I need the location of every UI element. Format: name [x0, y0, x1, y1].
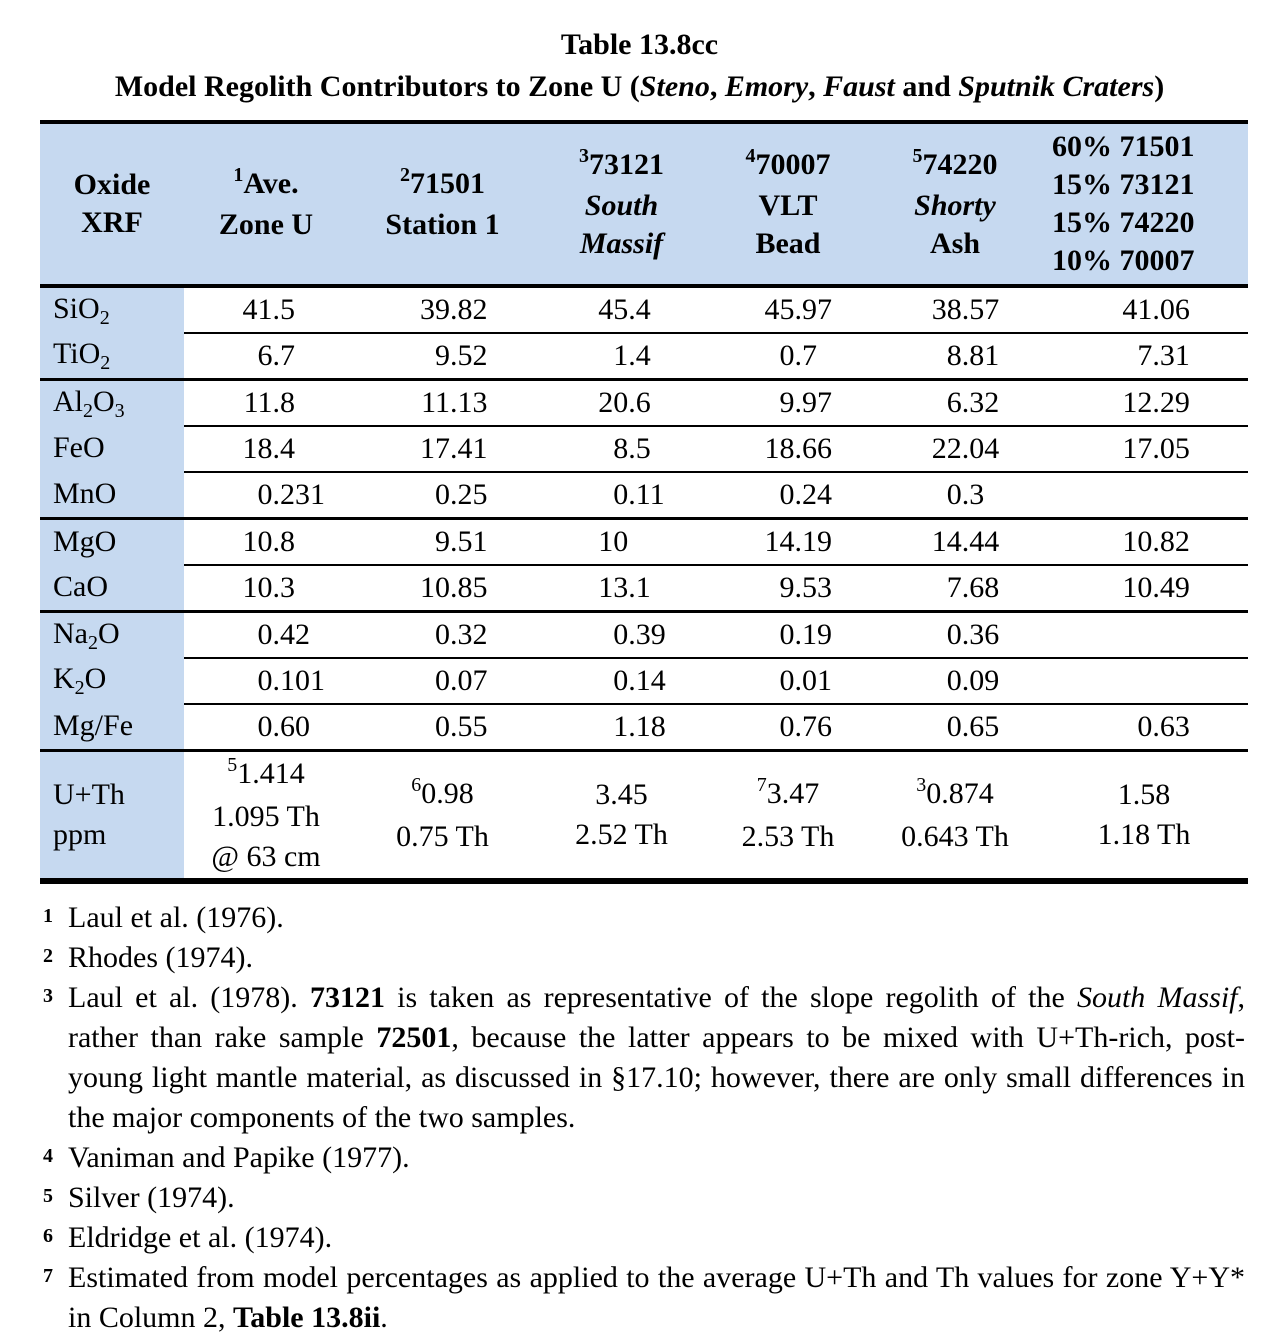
value-cell [537, 703, 706, 749]
value-cell [870, 613, 1040, 657]
value-frac: .19 [794, 618, 833, 651]
value-int: 0 [435, 664, 451, 697]
value-cell [348, 657, 537, 703]
value-line: 2.52 Th [575, 818, 668, 851]
value-cell [348, 613, 537, 657]
value-cell [870, 564, 1040, 610]
value-line: @ 63 cm [211, 839, 321, 873]
header-cell-ave-zone-u [184, 161, 348, 248]
value-cell [348, 381, 537, 425]
value-frac: .07 [450, 664, 488, 697]
value-int: 11 [243, 386, 273, 419]
oxide-label-cell [40, 381, 184, 425]
footnote-text: Laul et al. (1976). [68, 901, 284, 934]
value-frac: .06 [1152, 293, 1190, 326]
value-cell [348, 703, 537, 749]
value-cell [537, 288, 706, 332]
value-cell [870, 703, 1040, 749]
value-frac: .36 [961, 618, 1000, 651]
value-frac: .82 [1152, 525, 1190, 558]
row-group [40, 517, 1248, 610]
value-int: 0 [779, 664, 795, 697]
table-row [40, 520, 1248, 564]
value-cell [870, 288, 1040, 332]
header-line: Zone U [218, 207, 314, 241]
oxide-label-cell [40, 752, 184, 878]
value-frac: .8 [272, 525, 296, 558]
value-cell-multiline [348, 752, 537, 878]
value-frac: .44 [961, 525, 1000, 558]
table-title-number: Table 13.8cc [560, 28, 719, 61]
value-cell [184, 657, 348, 703]
value-int: 10 [598, 525, 629, 558]
oxide-label-cell [40, 703, 184, 749]
table-row [40, 332, 1248, 378]
value-frac: .32 [961, 386, 1000, 419]
value-frac: .76 [794, 710, 833, 743]
value-int: 0 [779, 478, 795, 511]
oxide-label-cell [40, 471, 184, 517]
value-cell [537, 332, 706, 378]
value-cell-multiline [870, 752, 1040, 878]
value-int: 38 [931, 293, 962, 326]
value-cell [1040, 703, 1248, 749]
footnote-marker: 7 [43, 1265, 53, 1287]
value-frac: .6 [628, 386, 651, 419]
value-int: 13 [598, 571, 629, 604]
value-int: 10 [242, 571, 273, 604]
value-frac: .101 [272, 664, 326, 697]
value-frac: .4 [628, 293, 651, 326]
header-cell-71501-station-1 [348, 161, 537, 248]
value-cell [184, 288, 348, 332]
value-frac: .53 [794, 571, 833, 604]
value-cell-multiline [1040, 752, 1248, 878]
value-int: 0 [946, 478, 962, 511]
value-frac: .4 [272, 432, 296, 465]
value-frac: .49 [1152, 571, 1190, 604]
header-line: Ash [929, 226, 981, 260]
footnote-2 [40, 938, 1245, 978]
header-line: $^2$71501 [400, 163, 485, 200]
value-line: $^5$1.414 [227, 753, 305, 790]
value-frac: .8 [272, 386, 296, 419]
header-cell-70007-vlt-bead [706, 142, 870, 267]
value-cell [706, 471, 870, 517]
header-cell-74220-shorty-ash [870, 142, 1040, 267]
value-int: 6 [946, 386, 962, 419]
value-frac: .57 [961, 293, 1000, 326]
value-frac: .68 [961, 571, 1000, 604]
footnote-marker: 6 [43, 1225, 53, 1247]
oxide-line: Mg/Fe [53, 709, 134, 742]
value-cell [1040, 520, 1248, 564]
footnote-marker: 2 [43, 945, 53, 967]
header-line: VLT [758, 188, 818, 222]
header-line: 15% 73121 [1052, 168, 1195, 201]
header-line: 10% 70007 [1052, 244, 1195, 277]
value-cell [348, 288, 537, 332]
value-cell [184, 381, 348, 425]
value-int: 6 [257, 339, 273, 372]
value-int: 0 [946, 664, 962, 697]
value-frac: .7 [794, 339, 818, 372]
header-line: $^4$70007 [745, 144, 831, 181]
oxide-line: MnO [53, 477, 117, 510]
value-int: 0 [613, 664, 629, 697]
value-int: 1 [613, 339, 629, 372]
value-line: 2.53 Th [741, 819, 835, 853]
header-cell-oxide-xrf [40, 162, 184, 246]
value-line: 3.45 [595, 778, 648, 811]
value-cell [870, 520, 1040, 564]
value-frac: .97 [794, 293, 833, 326]
footnote-marker: 1 [43, 905, 53, 927]
value-cell [870, 381, 1040, 425]
value-frac: .85 [450, 571, 488, 604]
value-cell [706, 425, 870, 471]
table-row [40, 703, 1248, 749]
value-cell [348, 520, 537, 564]
value-int: 41 [242, 293, 273, 326]
value-frac: .32 [450, 618, 488, 651]
value-int: 0 [257, 664, 273, 697]
value-cell [870, 471, 1040, 517]
value-frac: .42 [272, 618, 311, 651]
oxide-label-cell [40, 613, 184, 657]
value-int: 0 [779, 710, 795, 743]
value-frac: .97 [794, 386, 833, 419]
value-cell [706, 288, 870, 332]
value-frac: .24 [794, 478, 833, 511]
value-frac: .3 [961, 478, 985, 511]
table-row [40, 752, 1248, 878]
header-line: Bead [755, 226, 821, 260]
value-cell [1040, 381, 1248, 425]
value-frac: .11 [628, 478, 665, 511]
footnote-text: Silver (1974). [68, 1181, 235, 1214]
value-cell [706, 564, 870, 610]
value-cell [870, 332, 1040, 378]
footnotes-list [40, 898, 1245, 1338]
footnote-marker: 5 [43, 1185, 53, 1207]
value-int: 7 [1137, 339, 1153, 372]
header-line: $^1$Ave. [233, 163, 299, 200]
footnote-text: Laul et al. (1978). 73121 is taken as representative of the slope regolith of the South Massif, rather than rake sample 72501, because the latter appears to be mixed with U+Th-rich, post-young light mantle material, as discussed in §17.10; however, there are only small differences in the major components of the two samples. [68, 981, 1245, 1134]
header-cell-73121-south-massif [537, 142, 706, 267]
value-int: 8 [613, 432, 629, 465]
oxide-line: $Na_2O$ [53, 616, 120, 654]
value-int: 39 [420, 293, 451, 326]
value-line: 1.095 Th [212, 799, 320, 833]
value-frac: .29 [1152, 386, 1190, 419]
value-int: 0 [613, 618, 629, 651]
value-cell [537, 613, 706, 657]
value-int: 1 [613, 710, 629, 743]
table-row [40, 657, 1248, 703]
value-int: 18 [764, 432, 795, 465]
value-cell [1040, 657, 1248, 703]
value-int: 10 [420, 571, 451, 604]
value-frac: .7 [272, 339, 296, 372]
value-int: 22 [931, 432, 962, 465]
value-cell [537, 564, 706, 610]
value-int: 0 [779, 618, 795, 651]
value-int: 0 [435, 618, 451, 651]
value-frac: .63 [1152, 710, 1190, 743]
value-cell [537, 657, 706, 703]
value-frac: .55 [450, 710, 488, 743]
value-frac: .3 [272, 571, 296, 604]
oxide-line: MgO [53, 525, 117, 558]
value-int: 9 [779, 571, 795, 604]
value-cell [1040, 613, 1248, 657]
value-cell [348, 564, 537, 610]
value-cell [706, 520, 870, 564]
header-line: $^5$74220 [912, 144, 998, 181]
value-int: 0 [779, 339, 795, 372]
value-int: 0 [435, 710, 451, 743]
value-int: 0 [613, 478, 629, 511]
oxide-label-cell [40, 520, 184, 564]
value-int: 0 [946, 618, 962, 651]
value-cell [537, 425, 706, 471]
value-cell [706, 332, 870, 378]
value-cell-multiline [706, 752, 870, 878]
value-frac: .13 [450, 386, 488, 419]
value-cell [706, 703, 870, 749]
value-frac: .41 [450, 432, 488, 465]
oxide-label-cell [40, 332, 184, 378]
row-group [40, 610, 1248, 749]
table-body [40, 288, 1248, 878]
value-int: 10 [1122, 525, 1153, 558]
value-cell [184, 425, 348, 471]
oxide-line: CaO [53, 570, 108, 603]
value-cell [706, 381, 870, 425]
header-line: 60% 71501 [1052, 130, 1195, 163]
header-line: Station 1 [385, 207, 500, 241]
value-cell [706, 657, 870, 703]
oxide-line: $Al_2O_3$ [53, 384, 125, 422]
footnote-text: Eldridge et al. (1974). [68, 1221, 333, 1254]
value-int: 0 [257, 710, 273, 743]
row-group [40, 288, 1248, 378]
value-int: 9 [779, 386, 795, 419]
table-row [40, 288, 1248, 332]
value-int: 17 [1122, 432, 1153, 465]
footnote-text: Estimated from model percentages as applied to the average U+Th and Th values for zone Y+Y* in Column 2, Table 13.8ii. [68, 1261, 1245, 1334]
value-cell [184, 613, 348, 657]
value-int: 12 [1122, 386, 1153, 419]
value-cell-multiline [537, 752, 706, 878]
value-cell [184, 332, 348, 378]
value-int: 45 [598, 293, 629, 326]
regolith-table [40, 120, 1248, 884]
oxide-label-cell [40, 564, 184, 610]
value-int: 0 [435, 478, 451, 511]
value-int: 45 [764, 293, 795, 326]
header-line: XRF [81, 206, 143, 239]
header-line: $^3$73121 [579, 144, 664, 181]
footnote-marker: 3 [43, 985, 53, 1007]
footnote-text: Rhodes (1974). [68, 941, 253, 974]
footnote-7 [40, 1258, 1245, 1338]
value-cell [537, 520, 706, 564]
value-cell [348, 332, 537, 378]
value-cell [348, 425, 537, 471]
value-line: 1.58 [1117, 778, 1171, 811]
value-frac: .04 [961, 432, 1000, 465]
value-int: 14 [764, 525, 795, 558]
value-cell [184, 520, 348, 564]
table-row [40, 613, 1248, 657]
oxide-label-cell [40, 425, 184, 471]
oxide-label-cell [40, 288, 184, 332]
table-row [40, 425, 1248, 471]
oxide-line: $K_2O$ [53, 661, 107, 699]
oxide-line: FeO [53, 431, 105, 464]
value-cell [1040, 564, 1248, 610]
value-cell [184, 564, 348, 610]
value-frac: .4 [628, 339, 651, 372]
value-frac: .39 [628, 618, 666, 651]
value-int: 20 [598, 386, 629, 419]
value-int: 41 [1122, 293, 1153, 326]
value-cell [184, 703, 348, 749]
value-frac: .18 [628, 710, 666, 743]
value-frac: .52 [450, 339, 488, 372]
value-cell [1040, 288, 1248, 332]
value-int: 18 [242, 432, 273, 465]
value-line: 0.75 Th [396, 819, 489, 853]
value-int: 11 [421, 386, 451, 419]
value-int: 17 [420, 432, 451, 465]
value-frac: .01 [794, 664, 833, 697]
footnote-1 [40, 898, 1245, 938]
table-title-caption: Model Regolith Contributors to Zone U (Steno, Emory, Faust and Sputnik Craters) [114, 70, 1165, 103]
value-cell [870, 425, 1040, 471]
value-frac: .5 [272, 293, 296, 326]
value-frac: .231 [272, 478, 326, 511]
value-int: 10 [1122, 571, 1153, 604]
value-frac: .25 [450, 478, 488, 511]
value-cell [1040, 471, 1248, 517]
header-line: Oxide [73, 168, 151, 201]
value-frac: .19 [794, 525, 833, 558]
footnote-6 [40, 1218, 1245, 1258]
value-int: 9 [435, 339, 451, 372]
value-frac: .09 [961, 664, 1000, 697]
value-line: 1.18 Th [1097, 818, 1191, 851]
value-int: 0 [257, 618, 273, 651]
value-cell [537, 381, 706, 425]
value-int: 0 [1137, 710, 1153, 743]
value-line: 0.643 Th [901, 819, 1009, 853]
footnote-text: Vaniman and Papike (1977). [68, 1141, 410, 1174]
value-int: 10 [242, 525, 273, 558]
oxide-label-cell [40, 657, 184, 703]
value-int: 8 [946, 339, 962, 372]
value-cell [1040, 332, 1248, 378]
table-row [40, 471, 1248, 517]
header-line: Shorty [914, 188, 996, 222]
footnote-5 [40, 1178, 1245, 1218]
value-cell [537, 471, 706, 517]
header-line: South [584, 188, 659, 222]
value-int: 0 [257, 478, 273, 511]
value-frac: .81 [961, 339, 1000, 372]
value-int: 0 [946, 710, 962, 743]
footnote-marker: 4 [43, 1145, 53, 1167]
header-cell-mix-model [1040, 124, 1248, 284]
oxide-line: ppm [53, 818, 107, 851]
value-int: 9 [435, 525, 451, 558]
table-row [40, 381, 1248, 425]
value-frac: .66 [794, 432, 833, 465]
value-frac: .05 [1152, 432, 1190, 465]
oxide-line: U+Th [53, 778, 125, 811]
footnote-4 [40, 1138, 1245, 1178]
value-line: $^7$3.47 [756, 773, 820, 810]
value-cell [706, 613, 870, 657]
table-title [0, 0, 1279, 108]
oxide-line: SiO$_2$ [53, 291, 110, 329]
value-frac: .60 [272, 710, 311, 743]
value-cell [870, 657, 1040, 703]
footnote-3 [40, 978, 1245, 1138]
value-cell [1040, 425, 1248, 471]
value-cell-multiline [184, 752, 348, 878]
value-cell [184, 471, 348, 517]
value-frac: .65 [961, 710, 1000, 743]
value-cell [348, 471, 537, 517]
oxide-line: TiO$_2$ [53, 336, 111, 374]
header-line: 15% 74220 [1052, 206, 1195, 239]
row-group [40, 378, 1248, 517]
value-line: $^6$0.98 [411, 773, 474, 810]
table-row [40, 564, 1248, 610]
value-int: 14 [931, 525, 962, 558]
row-group [40, 749, 1248, 878]
value-int: 7 [946, 571, 962, 604]
value-frac: .51 [450, 525, 488, 558]
value-frac: .14 [628, 664, 666, 697]
value-line: $^3$0.874 [916, 773, 994, 810]
value-frac: .1 [628, 571, 651, 604]
value-frac: .82 [450, 293, 488, 326]
value-frac: .5 [628, 432, 651, 465]
header-line: Massif [579, 226, 664, 260]
value-frac: .31 [1152, 339, 1190, 372]
table-header-row [40, 124, 1248, 288]
